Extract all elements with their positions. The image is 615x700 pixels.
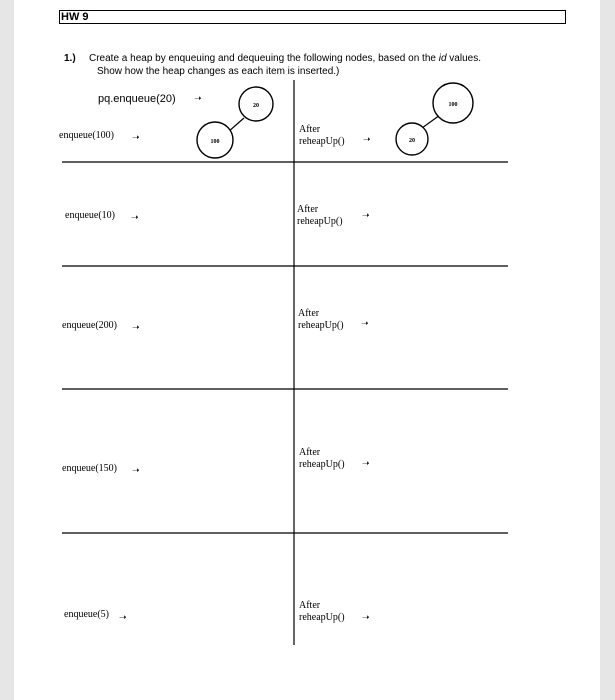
worksheet-graphics: [14, 0, 600, 700]
row-5-operation: enqueue(5): [64, 609, 109, 620]
heap-edge: [422, 115, 440, 128]
heap-node-label: 20: [409, 138, 415, 144]
arrow-icon: ➝: [119, 612, 127, 622]
worksheet-page: [14, 0, 600, 700]
arrow-icon: ➝: [362, 612, 370, 622]
question-text-line1: Create a heap by enqueuing and dequeuing the following nodes, based on the id values.: [89, 53, 481, 64]
row-3-operation: enqueue(200): [62, 320, 117, 331]
arrow-icon: ➝: [361, 318, 369, 328]
heap-after-diagram: [396, 83, 473, 155]
heap-node-label: 100: [448, 102, 458, 108]
question-number: 1.): [64, 53, 76, 64]
heap-before-diagram: [197, 87, 273, 158]
row-5-after-label: After reheapUp(): [299, 600, 345, 623]
heap-node-label: 20: [253, 103, 259, 109]
row-3-after-label: After reheapUp(): [298, 308, 344, 331]
arrow-icon: ➝: [132, 465, 140, 475]
row-4-after-label: After reheapUp(): [299, 447, 345, 470]
initial-enqueue-call: pq.enqueue(20): [98, 93, 176, 105]
id-emphasis: id: [438, 53, 447, 64]
arrow-icon: ➝: [362, 210, 370, 220]
arrow-icon: ➝: [132, 132, 140, 142]
arrow-icon: ➝: [131, 212, 139, 222]
row-1-operation: enqueue(100): [59, 130, 114, 141]
row-2-operation: enqueue(10): [65, 210, 115, 221]
page-title: HW 9: [61, 11, 89, 23]
question-text-line2: Show how the heap changes as each item is inserted.): [97, 66, 340, 77]
arrow-icon: ➝: [194, 93, 202, 103]
row-4-operation: enqueue(150): [62, 463, 117, 474]
heap-node-label: 100: [210, 139, 220, 145]
row-2-after-label: After reheapUp(): [297, 204, 343, 227]
row-1-after-label: After reheapUp(): [299, 124, 345, 147]
arrow-icon: ➝: [362, 458, 370, 468]
arrow-icon: ➝: [132, 322, 140, 332]
arrow-icon: ➝: [363, 134, 371, 144]
